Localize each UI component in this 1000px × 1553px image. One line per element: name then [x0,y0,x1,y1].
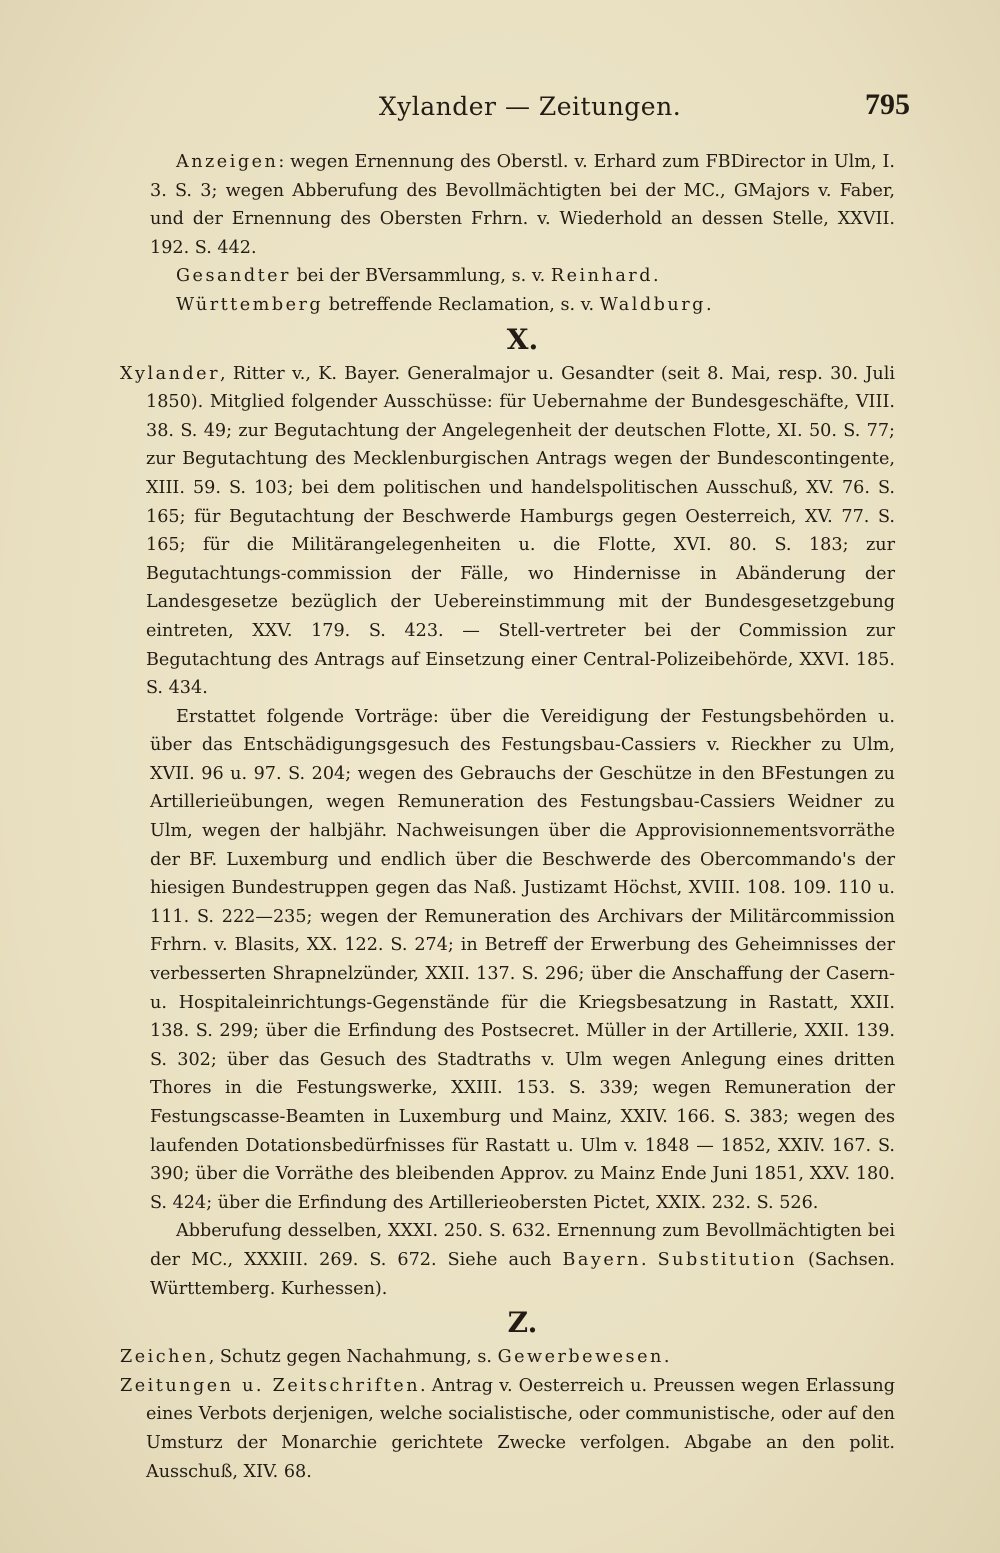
entry-text: : wegen Ernennung des Oberstl. v. Erhard zum FBDirector in Ulm, I. 3. S. 3; wegen Abberufung des Bevollmächtigten bei der MC., GMajors v. Faber, und der Ernennung des Obersten Frhrn. v. Wiederhold an dessen Stelle, XXVII. 192. S. 442. [150,152,895,258]
entry-text: . [705,294,712,315]
entry-abberufung [150,1217,895,1303]
entry-anzeigen [150,148,895,262]
entry-text: . [653,266,659,287]
entry-text: betreffende Reclamation, s. v. [323,294,600,315]
entry-text: . Antrag v. Oesterreich u. Preussen wegen Erlassung eines Verbots derjenigen, welche socialistische, oder communistische, oder auf den Umsturz der Monarchie gerichtete Zwecke verfolgen. Abgabe an den polit. Ausschuß, XIV. 68. [146,1375,895,1482]
entry-term: Xylander [120,363,220,384]
entry-erstattet: Erstattet folgende Vorträge: über die Vereidigung der Festungsbehörden u. über das Entschädigungsgesuch des Festungsbau-Cassiers v. Rieckher zu Ulm, XVII. 96 u. 97. S. 204; wegen des Gebrauchs der Geschütze in den BFestungen zu Artillerieübungen, wegen Remuneration des Festungsbau-Cassiers Weidner zu Ulm, wegen der halbjähr. Nachweisungen über die Approvisionnementsvorräthe der BF. Luxemburg und endlich über die Beschwerde des Obercommando's der hiesigen Bundestruppen gegen das Naß. Justizamt Höchst, XVIII. 108. 109. 110 u. 111. S. 222—235; wegen der Remuneration des Archivars der Militärcommission Frhrn. v. Blasits, XX. 122. S. 274; in Betreff der Erwerbung des Geheimnisses der verbesserten Shrapnelzünder, XXII. 137. S. 296; über die Anschaffung der Casern- u. Hospitaleinrichtungs-Gegenstände für die Kriegsbesatzung in Rastatt, XXII. 138. S. 299; über die Erfindung des Postsecret. Müller in der Artillerie, XXII. 139. S. 302; über das Gesuch des Stadtraths v. Ulm wegen Anlegung eines dritten Thores in die Festungswerke, XXIII. 153. S. 339; wegen Remuneration der Festungscasse-Beamten in Luxemburg und Mainz, XXIV. 166. S. 383; wegen des laufenden Dotationsbedürfnisses für Rastatt u. Ulm v. 1848 — 1852, XXIV. 167. S. 390; über die Vorräthe des bleibenden Approv. zu Mainz Ende Juni 1851, XXV. 180. S. 424; über die Erfindung des Artillerieobersten Pictet, XXIX. 232. S. 526. [150,706,895,1213]
entry-zeitungen [120,1372,895,1486]
entry-gesandter [150,262,895,291]
entry-text: . [663,1347,670,1368]
entry-text: . [641,1249,658,1270]
entry-text: Abberufung desselben, XXXI. 250. S. 632. Ernennung zum Bevollmächtigten bei der MC., XXXIII. 269. S. 672. Siehe auch [150,1221,895,1270]
entry-text: bei der BVersammlung, s. v. [290,266,551,287]
running-head: Xylander — Zeitungen. [378,92,682,121]
entry-term: Anzeigen [176,152,279,172]
section-letter-z: Z. [507,1306,538,1340]
page-body [120,148,895,1486]
entry-term: Zeichen [120,1347,209,1368]
entry-xylander [120,360,895,703]
section-letter-x: X. [506,322,539,356]
cross-reference: Waldburg [599,294,706,315]
cross-reference: Bayern [562,1249,641,1270]
entry-term: Zeitungen u. Zeitschriften [120,1375,421,1396]
entry-term: Württemberg [176,294,324,315]
page-number: 795 [865,88,910,121]
cross-reference: Reinhard [550,266,653,287]
cross-reference: Substitution [657,1249,798,1270]
entry-text: (Sachsen. Württemberg. Kurhessen). [150,1249,895,1299]
page-header [150,88,910,132]
entry-text: , Schutz gegen Nachahmung, s. [208,1347,498,1368]
entry-wuerttemberg [150,291,895,320]
entry-term: Gesandter [176,266,291,287]
entry-text: , Ritter v., K. Bayer. Generalmajor u. Gesandter (seit 8. Mai, resp. 30. Juli 1850). Mitglied folgender Ausschüsse: für Uebernahme der Bundesgeschäfte, VIII. 38. S. 49; zur Begutachtung der Angelegenheit der deutschen Flotte, XI. 50. S. 77; zur Begutachtung des Mecklenburgischen Antrags wegen der Bundescontingente, XIII. 59. S. 103; bei dem politischen und handelspolitischen Ausschuß, XV. 76. S. 165; für Begutachtung der Beschwerde Hamburgs gegen Oesterreich, XV. 77. S. 165; für die Militärangelegenheiten u. die Flotte, XVI. 80. S. 183; zur Begutachtungs-commission der Fälle, wo Hindernisse in Abänderung der Landesgesetze bezüglich der Uebereinstimmung mit der Bundesgesetzgebung eintreten, XXV. 179. S. 423. — Stell-vertreter bei der Commission zur Begutachtung des Antrags auf Einsetzung einer Central-Polizeibehörde, XXVI. 185. S. 434. [146,363,895,699]
cross-reference: Gewerbewesen [497,1347,664,1368]
entry-zeichen [120,1343,895,1372]
